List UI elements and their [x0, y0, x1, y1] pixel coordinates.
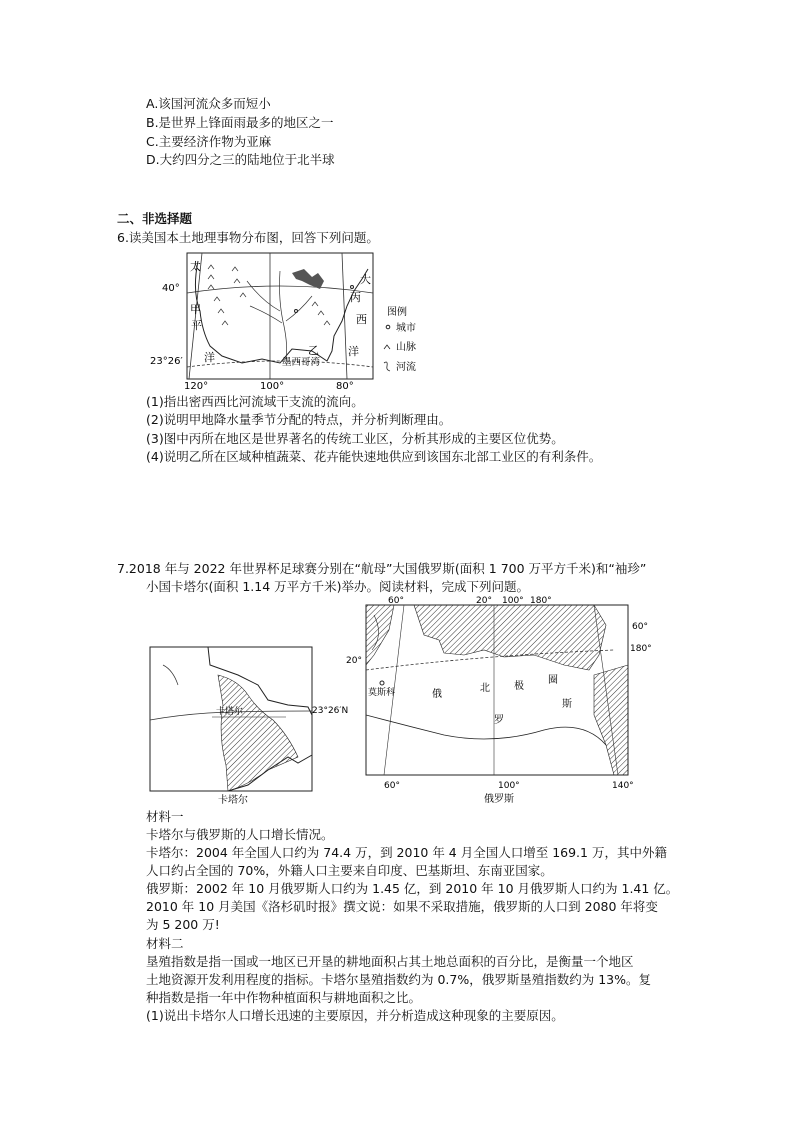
label-yang-w: 洋 [204, 351, 215, 364]
qatar-map [148, 645, 358, 807]
material1-title: 材料一 [146, 809, 184, 824]
usa-map [150, 251, 432, 392]
q6-stem: 6.读美国本土地理事物分布图，回答下列问题。 [117, 230, 379, 245]
ru-right-60: 60° [632, 622, 648, 632]
q6-sub-4: (4)说明乙所在区域种植蔬菜、花卉能快速地供应到该国东北部工业区的有利条件。 [146, 449, 602, 464]
label-gulf: 墨西哥湾 [282, 357, 321, 368]
label-yi: 乙 [308, 344, 319, 357]
lat-40: 40° [162, 283, 180, 294]
legend-mountain-icon [384, 345, 390, 349]
ru-bottom-140: 140° [612, 781, 634, 791]
lat-tropic: 23°26′ [150, 356, 183, 367]
ru-top-60: 60° [388, 596, 404, 606]
ru-right-180: 180° [630, 644, 652, 654]
ru-si: 斯 [562, 699, 572, 710]
material2-title: 材料二 [146, 936, 184, 951]
q7-stem-line1: 7.2018 年与 2022 年世界杯足球赛分别在“航母”大国俄罗斯(面积 1 700 万平方千米)和“袖珍” [117, 561, 647, 576]
m1-line-3: 人口约占全国的 70%，外籍人口主要来自印度、巴基斯坦、东南亚国家。 [146, 863, 553, 878]
ru-e: 俄 [432, 689, 442, 700]
qatar-label: 卡塔尔 [216, 707, 244, 717]
ru-moscow: 莫斯科 [368, 688, 396, 698]
q7-stem-line2: 小国卡塔尔(面积 1.14 万平方千米)举办。阅读材料，完成下列问题。 [146, 579, 530, 594]
russia-map [344, 595, 654, 807]
option-d: D.大约四分之三的陆地位于北半球 [146, 152, 335, 167]
label-da: 大 [360, 273, 371, 286]
lon-80: 80° [336, 381, 354, 392]
ru-bottom-60: 60° [384, 781, 400, 791]
ru-bottom-100: 100° [498, 781, 520, 791]
label-xi: 西 [356, 313, 367, 326]
m1-line-6: 为 5 200 万! [146, 917, 220, 932]
label-ping: 平 [191, 319, 202, 332]
m2-line-3: 种指数是指一年中作物种植面积与耕地面积之比。 [146, 990, 422, 1005]
m1-line-5: 2010 年 10 月美国《洛杉矶时报》撰文说：如果不采取措施，俄罗斯的人口到 2080 年将变 [146, 899, 658, 914]
m2-line-1: 垦殖指数是指一国或一地区已开垦的耕地面积占其土地总面积的百分比，是衡量一个地区 [146, 954, 634, 969]
ru-left-20: 20° [346, 656, 362, 666]
option-c: C.主要经济作物为亚麻 [146, 134, 272, 149]
qatar-caption: 卡塔尔 [218, 795, 248, 806]
legend-mountain: 山脉 [396, 342, 416, 353]
ru-caption: 俄罗斯 [484, 794, 514, 805]
qatar-tropic: 23°26′N [312, 706, 349, 716]
option-b: B.是世界上锋面雨最多的地区之一 [146, 115, 334, 130]
label-bing: 丙 [350, 291, 361, 304]
q6-sub-3: (3)图中丙所在地区是世界著名的传统工业区，分析其形成的主要区位优势。 [146, 431, 564, 446]
m1-line-4: 俄罗斯：2002 年 10 月俄罗斯人口约为 1.45 亿，到 2010 年 10 月俄罗斯人口约为 1.41 亿。 [146, 881, 679, 896]
legend-city: 城市 [396, 323, 416, 334]
lon-120: 120° [184, 381, 209, 392]
q6-sub-2: (2)说明甲地降水量季节分配的特点，并分析判断理由。 [146, 412, 452, 427]
ru-bei: 北 [480, 683, 490, 694]
option-a: A.该国河流众多而短小 [146, 96, 271, 111]
legend-title: 图例 [387, 307, 407, 318]
ru-top-180: 180° [530, 596, 552, 606]
lon-100: 100° [260, 381, 285, 392]
q7-sub-1: (1)说出卡塔尔人口增长迅速的主要原因，并分析造成这种现象的主要原因。 [146, 1008, 564, 1023]
m1-line-2: 卡塔尔：2004 年全国人口约为 74.4 万，到 2010 年 4 月全国人口增至 169.1 万，其中外籍 [146, 845, 667, 860]
label-tai: 太 [190, 260, 201, 273]
ru-ji: 极 [514, 681, 524, 692]
label-jia: 甲 [190, 303, 201, 316]
ru-quan: 圈 [548, 675, 558, 686]
section-title: 二、非选择题 [117, 211, 193, 226]
m1-line-1: 卡塔尔与俄罗斯的人口增长情况。 [146, 827, 334, 842]
ru-top-20: 20° [476, 596, 492, 606]
ru-luo: 罗 [494, 715, 504, 726]
q6-sub-1: (1)指出密西西比河流域干支流的流向。 [146, 394, 364, 409]
legend-river-icon [384, 362, 390, 371]
m2-line-2: 土地资源开发利用程度的指标。卡塔尔垦殖指数约为 0.7%，俄罗斯垦殖指数约为 13%。复 [146, 972, 651, 987]
ru-top-100: 100° [502, 596, 524, 606]
legend-city-icon [386, 325, 390, 329]
label-yang-e: 洋 [348, 345, 359, 358]
legend-river: 河流 [396, 362, 416, 373]
